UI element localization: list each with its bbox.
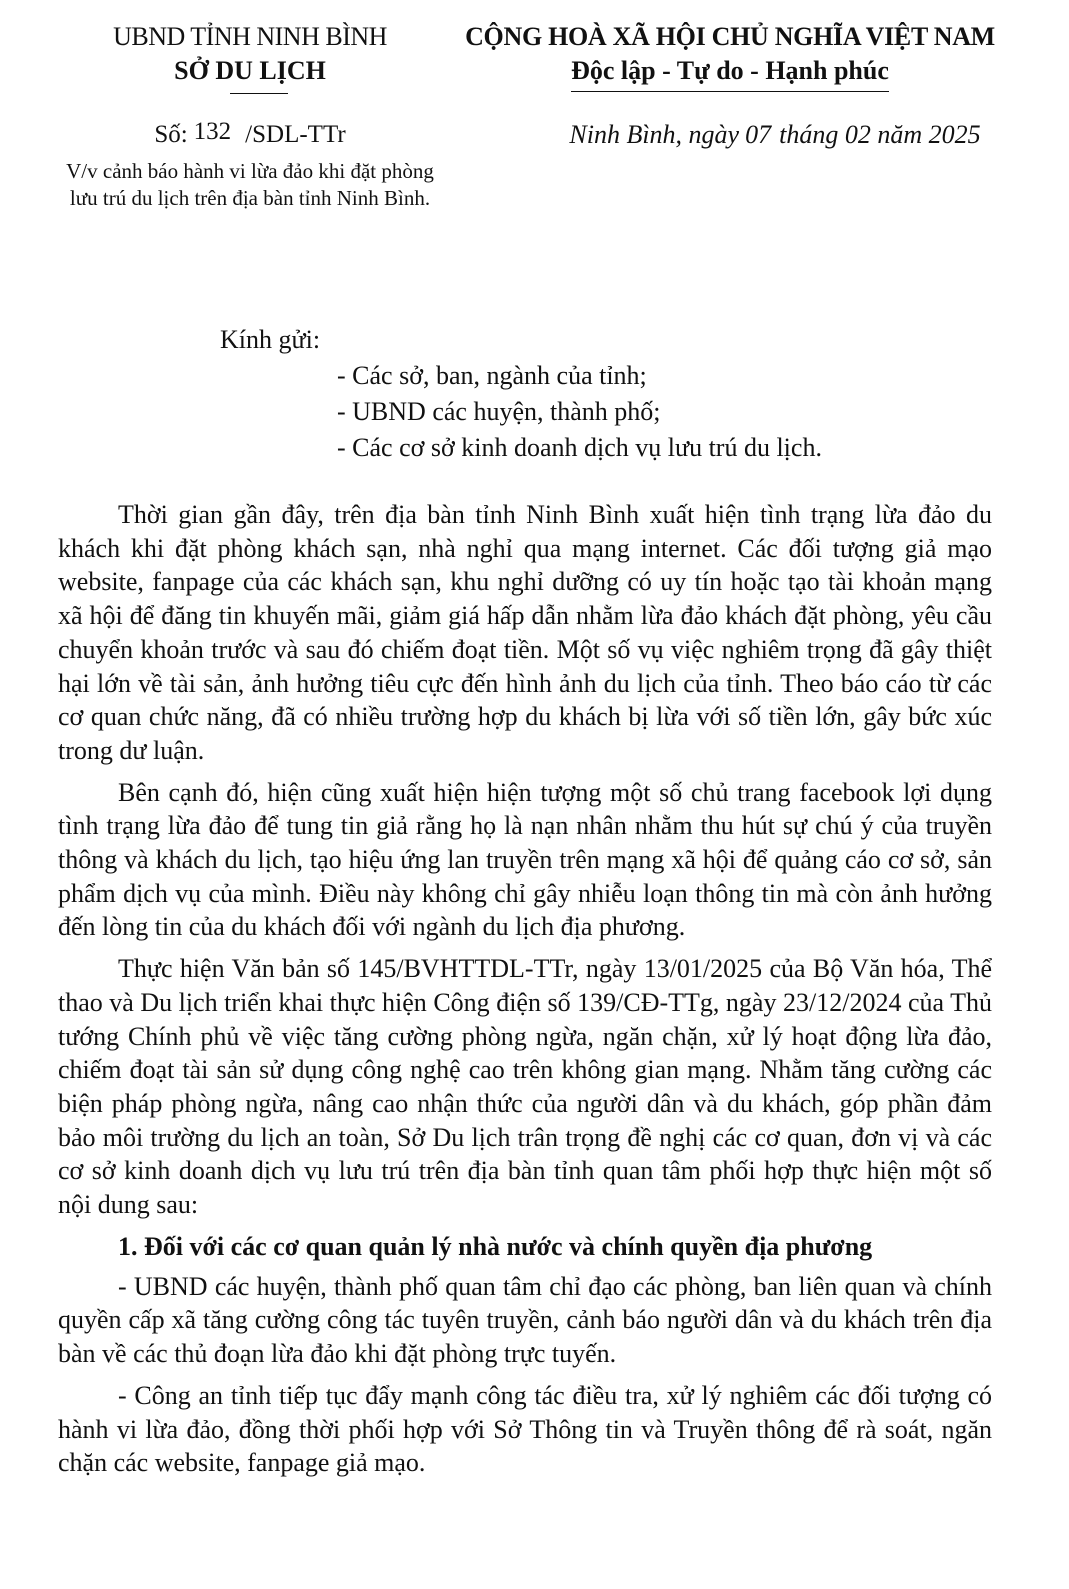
department-label: SỞ DU LỊCH xyxy=(174,56,326,85)
department-name xyxy=(174,54,326,88)
place-date-suffix: tháng 02 năm 2025 xyxy=(779,120,981,149)
document-body xyxy=(58,498,992,1488)
recipients-label: Kính gửi: xyxy=(220,325,321,354)
body-paragraph: Thực hiện Văn bản số 145/BVHTTDL-TTr, ngày 13/01/2025 của Bộ Văn hóa, Thể thao và Du lịch triển khai thực hiện Công điện số 139/CĐ-TTg, ngày 23/12/2024 của Thủ tướng Chính phủ về việc tăng cường phòng ngừa, ngăn chặn, xử lý hoạt động lừa đảo, chiếm đoạt tài sản sử dụng công nghệ cao trên không gian mạng. Nhằm tăng cường các biện pháp phòng ngừa, nâng cao nhận thức của người dân và du khách, góp phần đảm bảo môi trường du lịch an toàn, Sở Du lịch trân trọng đề nghị các cơ quan, đơn vị và các cơ sở kinh doanh dịch vụ lưu trú trên địa bàn tỉnh quan tâm phối hợp thực hiện một số nội dung sau: xyxy=(58,954,992,1220)
number-prefix: Số: xyxy=(154,121,188,148)
place-date xyxy=(520,118,1030,152)
document-number xyxy=(80,118,420,152)
agency-name: UBND TỈNH NINH BÌNH xyxy=(113,22,387,51)
section-item: - UBND các huyện, thành phố quan tâm chỉ đạo các phòng, ban liên quan và chính quyền cấp xã tăng cường công tác tuyên truyền, cảnh báo người dân và du khách trên địa bàn về các thủ đoạn lừa đảo khi đặt phòng trực tuyến. xyxy=(58,1271,992,1369)
body-paragraph: Bên cạnh đó, hiện cũng xuất hiện hiện tượng một số chủ trang facebook lợi dụng tình trạng lừa đảo để tung tin giả rằng họ là nạn nhân nhằm thu hút sự chú ý của truyền thông và khách du lịch, tạo hiệu ứng lan truyền trên mạng xã hội để quảng cáo cơ sở, sản phẩm dịch vụ của mình. Điều này không chỉ gây nhiễu loạn thông tin mà còn ảnh hưởng đến lòng tin của du khách đối với ngành du lịch địa phương. xyxy=(58,777,992,942)
section-item: - Công an tỉnh tiếp tục đẩy mạnh công tác điều tra, xử lý nghiêm các đối tượng có hành vi lừa đảo, đồng thời phối hợp với Sở Thông tin và Truyền thông để rà soát, ngăn chặn các website, fanpage giả mạo. xyxy=(58,1380,992,1478)
nation-title: CỘNG HOÀ XÃ HỘI CHỦ NGHĨA VIỆT NAM xyxy=(465,22,995,51)
recipient-item: - Các cơ sở kinh doanh dịch vụ lưu trú du lịch. xyxy=(337,433,822,462)
motto-label: Độc lập - Tự do - Hạnh phúc xyxy=(571,56,889,85)
recipient-item: - Các sở, ban, ngành của tỉnh; xyxy=(337,361,647,390)
section-heading: 1. Đối với các cơ quan quản lý nhà nước và chính quyền địa phương xyxy=(118,1231,873,1261)
department-underline xyxy=(230,93,288,94)
number-value: 132 xyxy=(193,118,232,145)
document-subject: V/v cảnh báo hành vi lừa đảo khi đặt phòng lưu trú du lịch trên địa bàn tỉnh Ninh Bình. xyxy=(66,159,434,210)
recipients-list xyxy=(220,358,1020,466)
issuer-header xyxy=(80,20,420,88)
recipient-item: - UBND các huyện, thành phố; xyxy=(337,397,661,426)
place-date-prefix: Ninh Bình, ngày xyxy=(569,120,740,149)
national-header xyxy=(420,20,1040,88)
number-suffix: /SDL-TTr xyxy=(245,121,346,148)
recipients-block xyxy=(220,322,1020,466)
motto-underline xyxy=(571,91,889,92)
national-motto xyxy=(571,54,889,88)
body-paragraph: Thời gian gần đây, trên địa bàn tỉnh Ninh Bình xuất hiện tình trạng lừa đảo du khách khi đặt phòng khách sạn, nhà nghỉ qua mạng internet. Các đối tượng giả mạo website, fanpage của các khách sạn, khu nghỉ dưỡng có uy tín hoặc tạo tài khoản mạng xã hội để đăng tin khuyến mãi, giảm giá hấp dẫn nhằm lừa đảo khách đặt phòng, yêu cầu chuyển khoản trước và sau đó chiếm đoạt tiền. Một số vụ việc nghiêm trọng đã gây thiệt hại lớn về tài sản, ảnh hưởng tiêu cực đến hình ảnh du lịch của tỉnh. Theo báo cáo từ các cơ quan chức năng, đã có nhiều trường hợp du khách bị lừa với số tiền lớn, gây bức xúc trong dư luận. xyxy=(58,500,992,765)
date-day: 07 xyxy=(745,120,772,149)
